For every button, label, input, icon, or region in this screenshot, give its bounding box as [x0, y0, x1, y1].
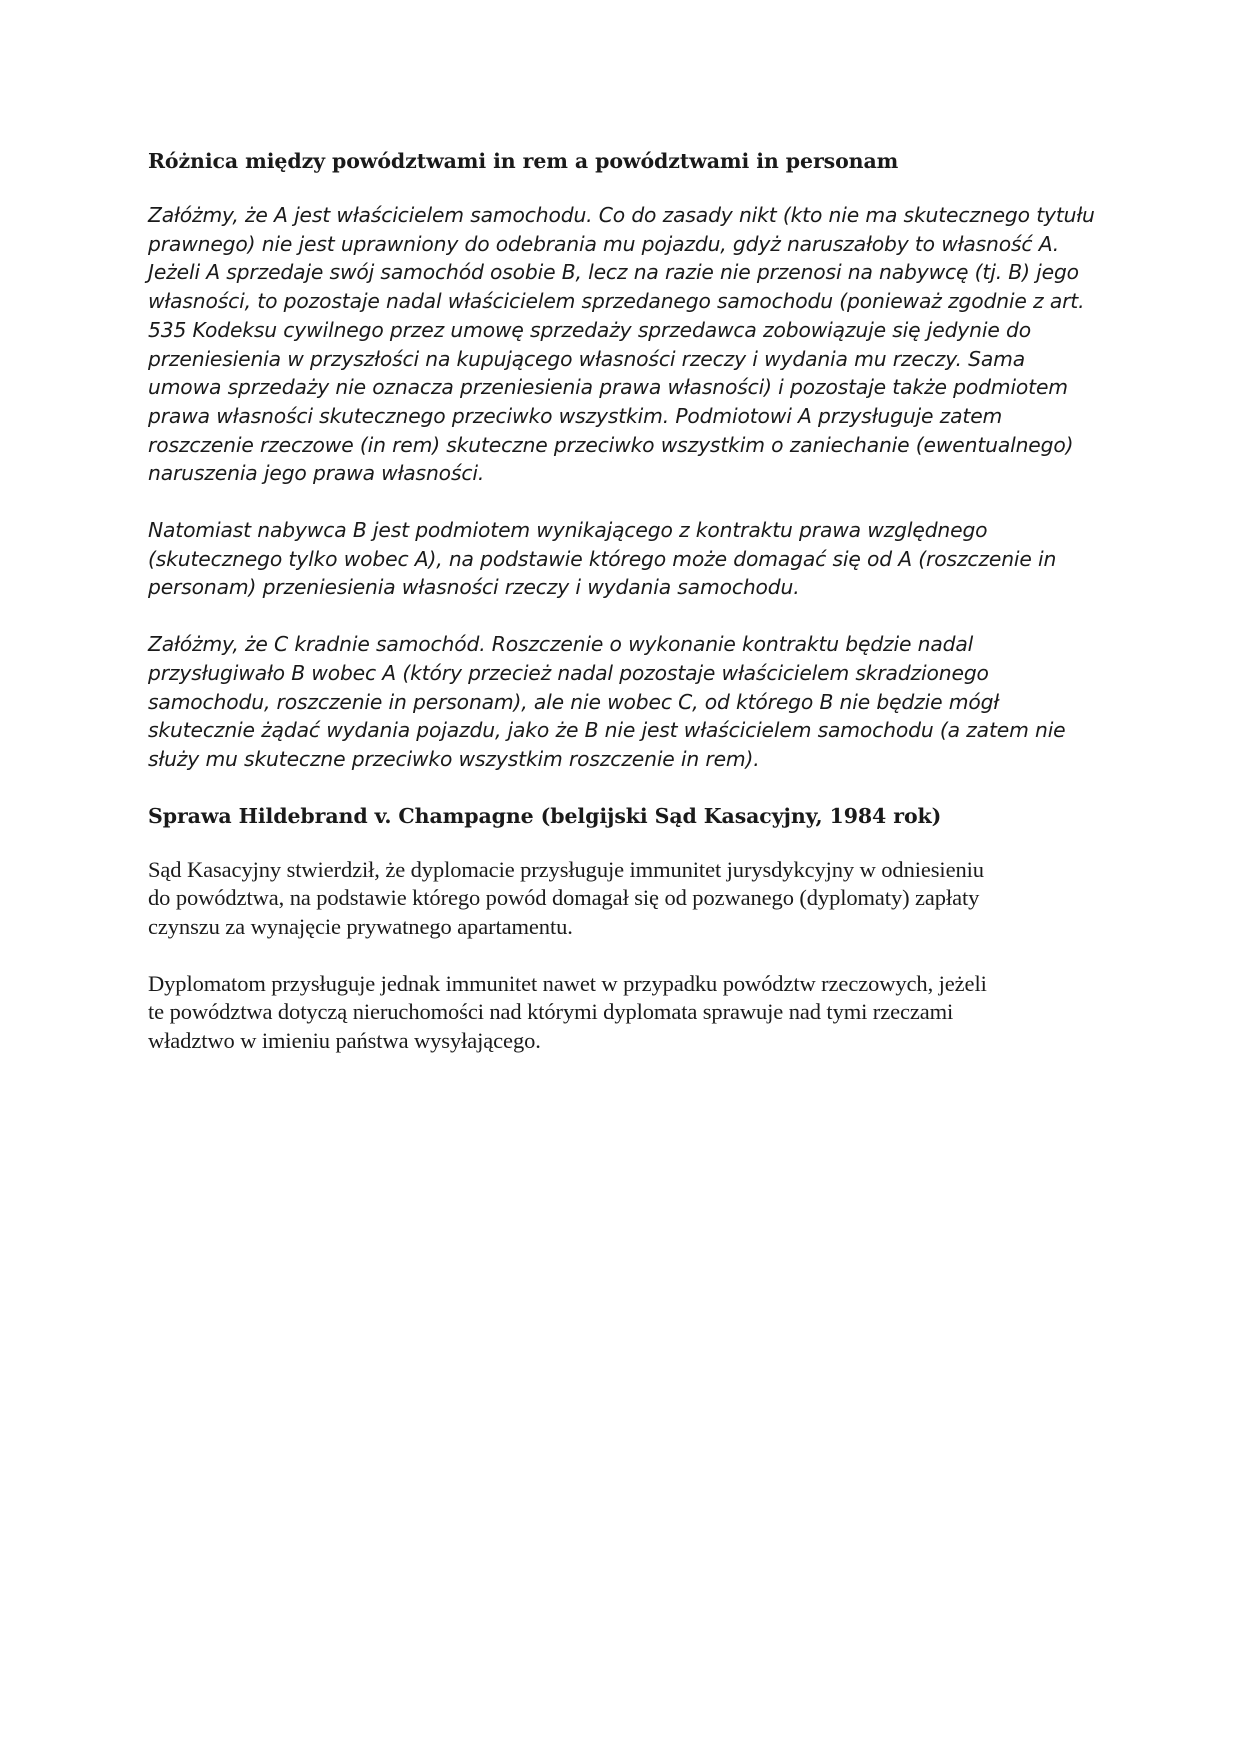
paragraph-diplomat-immunity	[148, 970, 1092, 1056]
text-line: te powództwa dotyczą nieruchomości nad którymi dyplomata sprawuje nad tymi rzeczami	[148, 999, 954, 1025]
text-line: przeniesienia w przyszłości na kupującego własności rzeczy i wydania mu rzeczy. Sama	[148, 346, 1025, 371]
text-line: przysługiwało B wobec A (który przecież nadal pozostaje właścicielem skradzionego	[148, 660, 989, 685]
text-line: Sąd Kasacyjny stwierdził, że dyplomacie przysługuje immunitet jurysdykcyjny w odniesieniu	[148, 856, 984, 882]
text-line: 535 Kodeksu cywilnego przez umowę sprzedaży sprzedawca zobowiązuje się jedynie do	[148, 317, 1031, 342]
paragraph-theft-c	[148, 630, 1092, 774]
document-content	[148, 147, 1095, 1084]
heading-hildebrand-v-champagne: Sprawa Hildebrand v. Champagne (belgijski Sąd Kasacyjny, 1984 rok)	[148, 803, 942, 828]
text-line: Dyplomatom przysługuje jednak immunitet nawet w przypadku powództw rzeczowych, jeżeli	[148, 970, 987, 996]
text-line: samochodu, roszczenie in personam), ale nie wobec C, od którego B nie będzie mógł	[148, 689, 999, 714]
text-line: czynszu za wynajęcie prywatnego apartamentu.	[148, 914, 573, 940]
paragraph-example-ownership	[148, 201, 1095, 488]
text-line: do powództwa, na podstawie którego powód domagał się od pozwanego (dyplomaty) zapłaty	[148, 885, 980, 911]
text-line: naruszenia jego prawa własności.	[148, 461, 485, 486]
text-line: Natomiast nabywca B jest podmiotem wynikającego z kontraktu prawa względnego	[148, 518, 988, 543]
text-line: władztwo w imieniu państwa wysyłającego.	[148, 1028, 541, 1054]
text-line: personam) przeniesienia własności rzeczy i wydania samochodu.	[148, 575, 800, 600]
text-line: prawa własności skutecznego przeciwko wszystkim. Podmiotowi A przysługuje zatem	[148, 403, 1003, 428]
text-line: umowa sprzedaży nie oznacza przeniesienia prawa własności) i pozostaje także podmiotem	[148, 375, 1068, 400]
text-line: prawnego) nie jest uprawniony do odebrania mu pojazdu, gdyż naruszałoby to własność A.	[148, 231, 1060, 256]
text-line: skutecznie żądać wydania pojazdu, jako że B nie jest właścicielem samochodu (a zatem nie	[148, 718, 1066, 743]
paragraph-buyer-b	[148, 516, 1092, 602]
text-line: (skutecznego tylko wobec A), na podstawie którego może domagać się od A (roszczenie in	[148, 546, 1057, 571]
text-line: Jeżeli A sprzedaje swój samochód osobie B, lecz na razie nie przenosi na nabywcę (tj. B) jego	[148, 260, 1079, 285]
text-line: Załóżmy, że A jest właścicielem samochodu. Co do zasady nikt (kto nie ma skutecznego tytułu	[148, 203, 1095, 227]
text-line: roszczenie rzeczowe (in rem) skuteczne przeciwko wszystkim o zaniechanie (ewentualnego)	[148, 432, 1074, 457]
heading-in-rem-vs-in-personam: Różnica między powództwami in rem a powództwami in personam	[148, 149, 899, 173]
text-line: własności, to pozostaje nadal właścicielem sprzedanego samochodu (ponieważ zgodnie z art.	[148, 289, 1085, 314]
paragraph-court-ruling	[148, 856, 1092, 942]
text-line: służy mu skuteczne przeciwko wszystkim roszczenie in rem).	[148, 746, 760, 771]
text-line: Załóżmy, że C kradnie samochód. Roszczenie o wykonanie kontraktu będzie nadal	[148, 632, 974, 657]
